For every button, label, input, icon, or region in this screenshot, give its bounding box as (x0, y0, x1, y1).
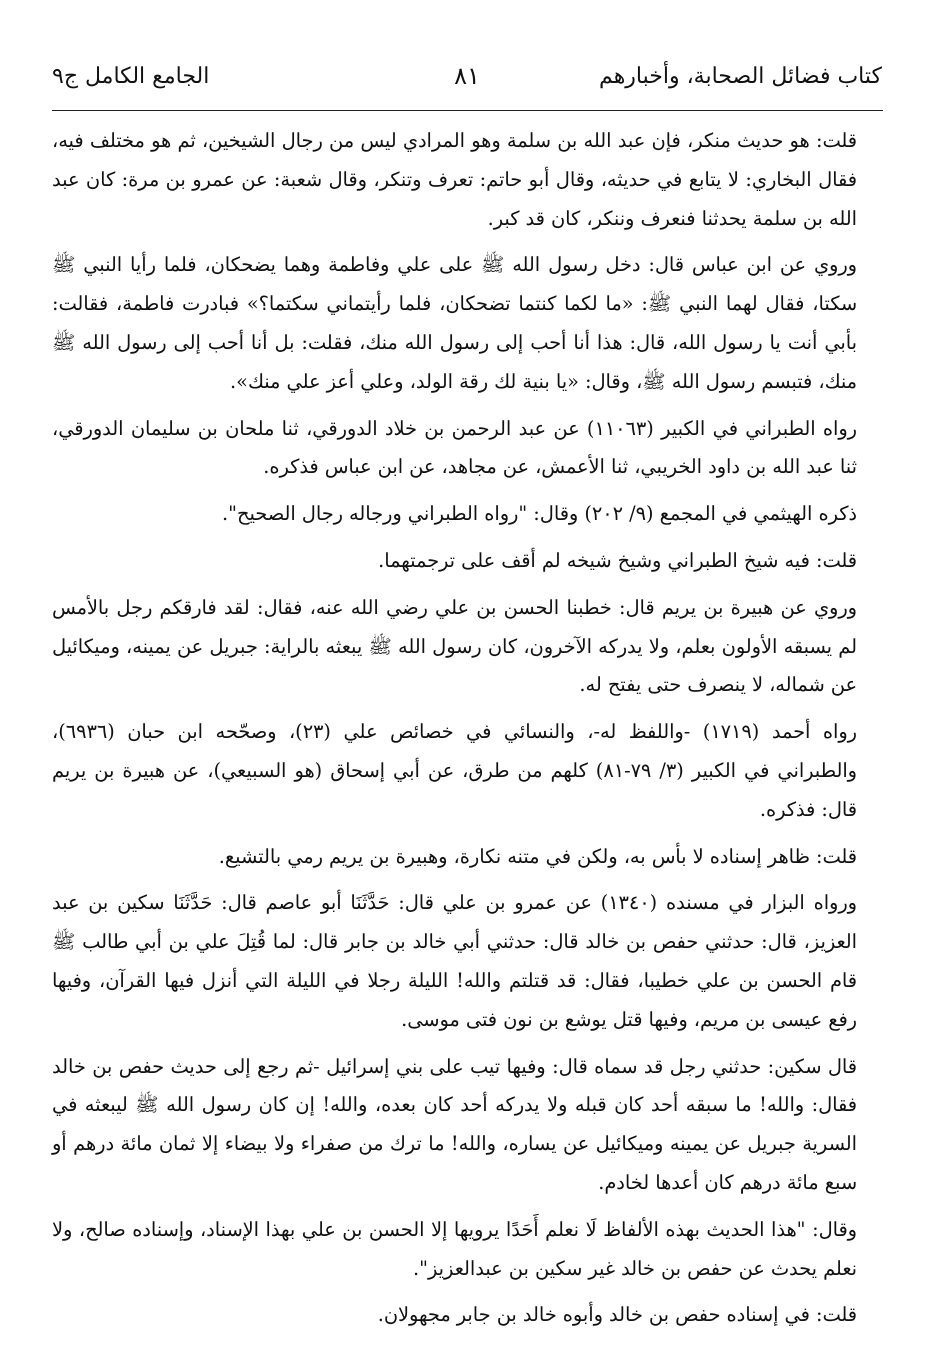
paragraph-6: وروي عن هبيرة بن يريم قال: خطبنا الحسن بن علي رضي الله عنه، فقال: لقد فارقكم رجل بالأمس لم يسبقه الأولون بعلم، ولا يدركه الآخرون، كان رسول الله ﷺ يبعثه بالراية: جبريل عن يمينه، وميكائيل عن شماله، لا ينصرف حتى يفتح له. (52, 595, 857, 697)
paragraph-9: ورواه البزار في مسنده (١٣٤٠) عن عمرو بن علي قال: حَدَّثَنَا أبو عاصم قال: حَدَّثَنَا سكين بن عبد العزيز، قال: حدثني حفص بن خالد قال: حدثني أبي خالد بن جابر قال: لما قُتِلَ علي بن أبي طالب ﷺ قام الحسن بن علي خطيبا، فقال: قد قتلتم والله! الليلة رجلا في الليلة التي أنزل فيها القرآن، وفيها رفع عيسى بن مريم، وفيها قتل يوشع بن نون فتى موسى. (52, 891, 857, 1031)
paragraph-10: قال سكين: حدثني رجل قد سماه قال: وفيها تيب على بني إسرائيل -ثم رجع إلى حديث حفص بن خالد فقال: والله! ما سبقه أحد كان قبله ولا يدركه أحد كان بعده، والله! إن كان رسول الله ﷺ ليبعثه في السرية جبريل عن يمينه وميكائيل عن يساره، والله! ما ترك من صفراء ولا بيضاء إلا ثمان مائة درهم أو سبع مائة درهم كان أعدها لخادم. (52, 1054, 857, 1194)
page-body (52, 122, 883, 1343)
volume-title: الجامع الكامل ج٩ (52, 64, 210, 89)
paragraph-8: قلت: ظاهر إسناده لا بأس به، ولكن في متنه نكارة، وهبيرة بن يريم رمي بالتشيع. (218, 844, 857, 868)
header-rule (52, 110, 883, 111)
paragraph-1: قلت: هو حديث منكر، فإن عبد الله بن سلمة وهو المرادي ليس من رجال الشيخين، ثم هو مختلف فيه، فقال البخاري: لا يتابع في حديثه، وقال أبو حاتم: تعرف وتنكر، وقال شعبة: عن عمرو بن مرة: كان عبد الله بن سلمة يحدثنا فنعرف وننكر، كان قد كبر. (52, 129, 857, 230)
paragraph-2: وروي عن ابن عباس قال: دخل رسول الله ﷺ على علي وفاطمة وهما يضحكان، فلما رأيا النبي ﷺ سكتا، فقال لهما النبي ﷺ: «ما لكما كنتما تضحكان، فلما رأيتماني سكتما؟» فبادرت فاطمة، فقالت: بأبي أنت يا رسول الله، قال: هذا أنا أحب إلى رسول الله منك، فقلت: بل أنا أحب إلى رسول الله ﷺ منك، فتبسم رسول الله ﷺ، وقال: «يا بنية لك رقة الولد، وعلي أعز علي منك». (52, 253, 857, 393)
paragraph-11: وقال: "هذا الحديث بهذه الألفاظ لَا نعلم أَحَدًا يرويها إلا الحسن بن علي بهذا الإسناد، وإسناده صالح، ولا نعلم يحدث عن حفص بن خالد غير سكين بن عبدالعزيز". (52, 1217, 857, 1280)
running-header (52, 62, 882, 102)
paragraph-5: قلت: فيه شيخ الطبراني وشيخ شيخه لم أقف على ترجمتهما. (378, 548, 857, 572)
paragraph-4: ذكره الهيثمي في المجمع (٩/ ٢٠٢) وقال: "رواه الطبراني ورجاله رجال الصحيح". (222, 502, 857, 526)
paragraph-7: رواه أحمد (١٧١٩) -واللفظ له-، والنسائي في خصائص علي (٢٣)، وصحّحه ابن حبان (٦٩٣٦)، والطبراني في الكبير (٣/ ٧٩-٨١) كلهم من طرق، عن أبي إسحاق (هو السبيعي)، عن هبيرة بن يريم قال: فذكره. (52, 720, 857, 821)
page-number: ٨١ (454, 62, 480, 90)
book-title: كتاب فضائل الصحابة، وأخبارهم (599, 64, 882, 89)
paragraph-3: رواه الطبراني في الكبير (١١٠٦٣) عن عبد الرحمن بن خلاد الدورقي، ثنا ملحان بن سليمان الدورقي، ثنا عبد الله بن داود الخريبي، ثنا الأعمش، عن مجاهد، عن ابن عباس فذكره. (52, 416, 857, 479)
paragraph-12: قلت: في إسناده حفص بن خالد وأبوه خالد بن جابر مجهولان. (377, 1303, 857, 1327)
